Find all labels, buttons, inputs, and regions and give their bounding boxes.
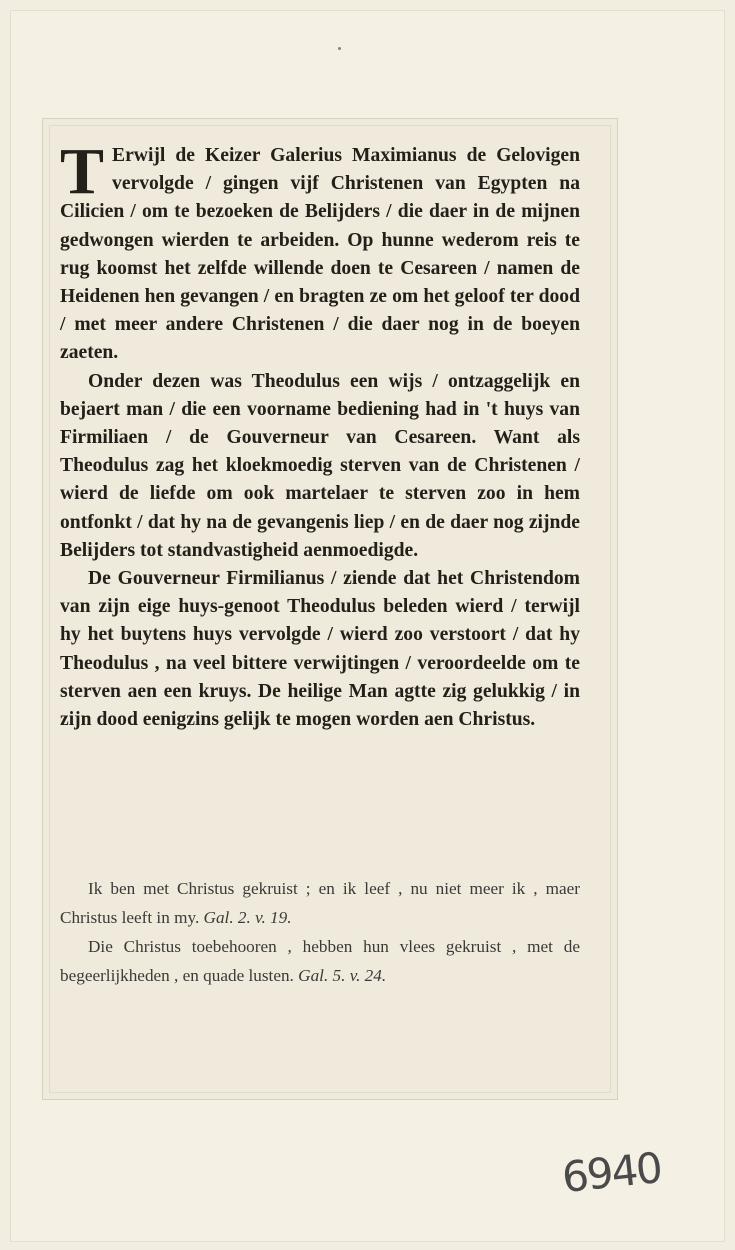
handwritten-inventory-number: 6940 bbox=[559, 1142, 664, 1203]
drop-cap: T bbox=[60, 135, 105, 208]
paragraph-1-text: Erwijl de Keizer Galerius Maximianus de Gelovigen vervolgde / gingen vijf Christenen van Egypten na Cilicien / om te bezoeken de Belijders / die daer in de mijnen gedwongen wierden te arbeiden. Op hunne wederom reis te rug koomst het zelfde willende doen te Cesareen / namen de Heidenen hen gevangen / en bragten ze om het geloof ter dood / met meer andere Christenen / die daer nog in de boeyen zaeten. bbox=[60, 145, 580, 364]
quote-1-text: Ik ben met Christus gekruist ; en ik leef , nu niet meer ik , maer Christus leeft in my. bbox=[60, 879, 580, 927]
main-text bbox=[60, 135, 580, 734]
paragraph-3: De Gouverneur Firmilianus / ziende dat het Christendom van zijn eige huys-genoot Theodulus beleden wierd / terwijl hy het buytens huys vervolgde / wierd zoo verstoort / dat hy Theodulus , na veel bittere verwijtingen / veroordeelde om te sterven aen een kruys. De heilige Man agtte zig gelukkig / in zijn dood eenigzins gelijk te mogen worden aen Christus. bbox=[60, 568, 580, 731]
quote-1 bbox=[60, 874, 580, 932]
quote-2-ref: Gal. 5. v. 24. bbox=[298, 966, 387, 985]
ink-speck bbox=[338, 47, 341, 50]
scripture-quotes bbox=[60, 874, 580, 990]
quote-2-text: Die Christus toebehooren , hebben hun vlees gekruist , met de begeerlijkheden , en quade lusten. bbox=[60, 937, 580, 985]
quote-1-ref: Gal. 2. v. 19. bbox=[203, 908, 292, 927]
quote-2 bbox=[60, 932, 580, 990]
paragraph-2: Onder dezen was Theodulus een wijs / ontzaggelijk en bejaert man / die een voorname bediening had in 't huys van Firmiliaen / de Gouverneur van Cesareen. Want als Theodulus zag het kloekmoedig sterven van de Christenen / wierd de liefde om ook martelaer te sterven zoo in hem ontfonkt / dat hy na de gevangenis liep / en de daer nog zijnde Belijders tot standvastigheid aenmoedigde. bbox=[60, 370, 580, 561]
paragraph-1 bbox=[60, 135, 580, 368]
